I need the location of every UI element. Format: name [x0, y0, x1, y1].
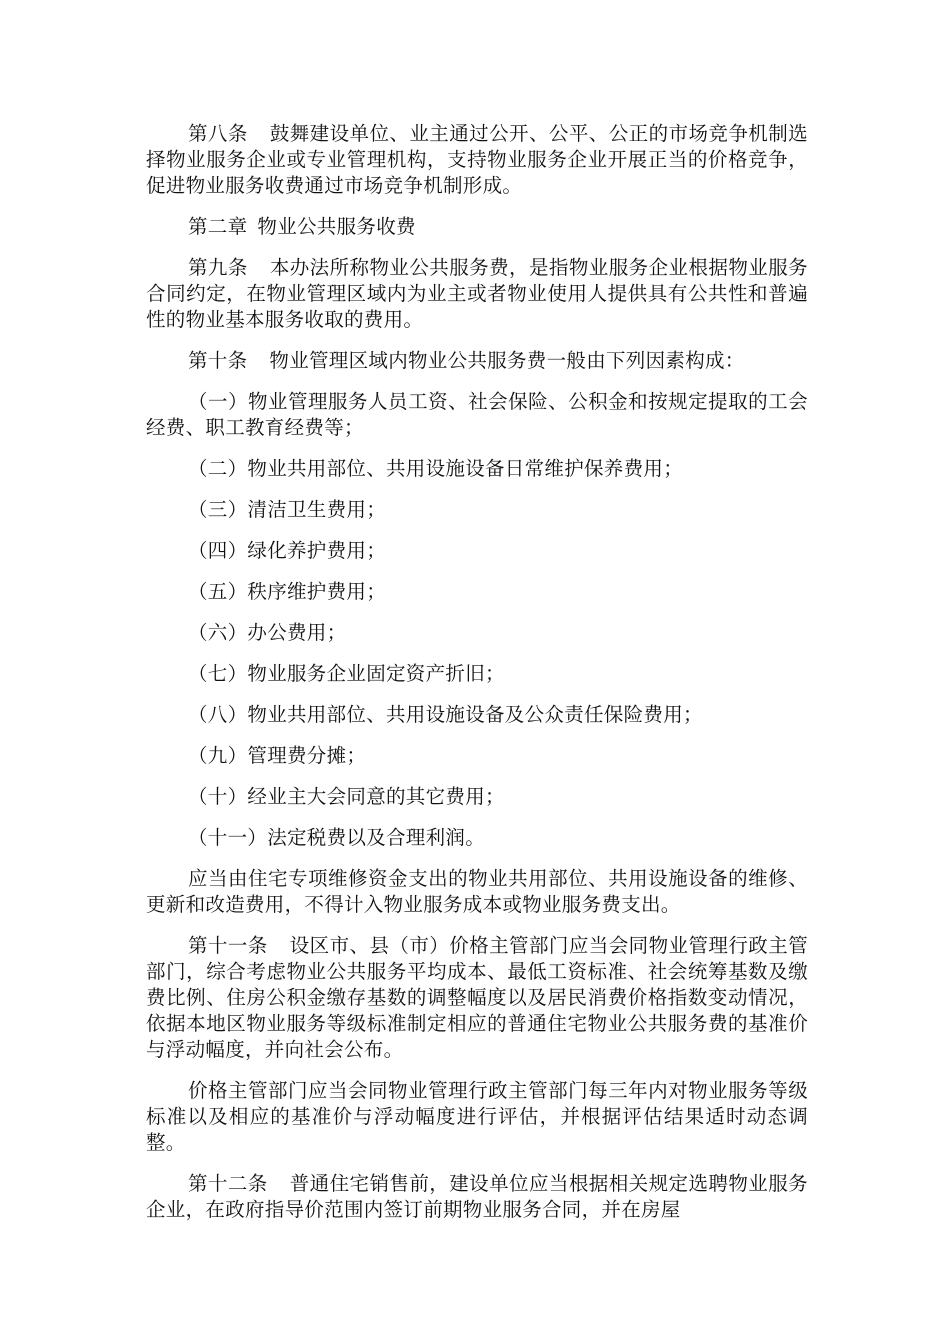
chapter-2-heading	[146, 214, 808, 240]
article-8-label: 第八条	[188, 122, 248, 145]
article-11-note: 价格主管部门应当会同物业管理行政主管部门每三年内对物业服务等级标准以及相应的基准价与浮动幅度进行评估，并根据评估结果适时动态调整。	[146, 1079, 808, 1154]
list-item: （三）清洁卫生费用；	[188, 498, 387, 521]
list-item: （一）物业管理服务人员工资、社会保险、公积金和按规定提取的工会经费、职工教育经费等；	[146, 390, 808, 439]
article-11	[146, 933, 808, 1063]
list-item: （四）绿化养护费用；	[188, 539, 387, 562]
document-page	[146, 121, 808, 1238]
article-12-text: 普通住宅销售前，建设单位应当根据相关规定选聘物业服务企业，在政府指导价范围内签订前期物业服务合同，并在房屋	[146, 1172, 808, 1221]
article-11-text: 设区市、县（市）价格主管部门应当会同物业管理行政主管部门，综合考虑物业公共服务平均成本、最低工资标准、社会统筹基数及缴费比例、住房公积金缴存基数的调整幅度以及居民消费价格指数变动情况，依据本地区物业服务等级标准制定相应的普通住宅物业公共服务费的基准价与浮动幅度，并向社会公布。	[146, 934, 808, 1061]
list-item: （八）物业共用部位、共用设施设备及公众责任保险费用；	[188, 703, 703, 726]
list-item: （十一）法定税费以及合理利润。	[188, 826, 486, 849]
article-12	[146, 1171, 808, 1223]
article-10-text: 物业管理区域内物业公共服务费一般由下列因素构成：	[269, 349, 745, 372]
article-10-note: 应当由住宅专项维修资金支出的物业共用部位、共用设施设备的维修、更新和改造费用，不得计入物业服务成本或物业服务费支出。	[146, 867, 808, 916]
list-item: （十）经业主大会同意的其它费用；	[188, 785, 505, 808]
list-item: （九）管理费分摊；	[188, 744, 367, 767]
chapter-2-label: 第二章	[188, 215, 248, 238]
article-9-label: 第九条	[188, 256, 248, 279]
article-10	[146, 348, 808, 374]
list-item: （二）物业共用部位、共用设施设备日常维护保养费用；	[188, 457, 684, 480]
article-9	[146, 255, 808, 333]
article-11-label: 第十一条	[188, 934, 268, 957]
list-item: （七）物业服务企业固定资产折旧；	[188, 662, 505, 685]
article-10-label: 第十条	[188, 349, 248, 372]
article-8-text: 鼓舞建设单位、业主通过公开、公平、公正的市场竞争机制选择物业服务企业或专业管理机构，支持物业服务企业开展正当的价格竞争，促进物业服务收费通过市场竞争机制形成。	[146, 122, 808, 197]
list-item: （六）办公费用；	[188, 621, 347, 644]
article-9-text: 本办法所称物业公共服务费，是指物业服务企业根据物业服务合同约定，在物业管理区域内为业主或者物业使用人提供具有公共性和普遍性的物业基本服务收取的费用。	[146, 256, 808, 331]
list-item: （五）秩序维护费用；	[188, 580, 387, 603]
article-12-label: 第十二条	[188, 1172, 268, 1195]
article-8	[146, 121, 808, 199]
chapter-2-title: 物业公共服务收费	[257, 215, 416, 238]
